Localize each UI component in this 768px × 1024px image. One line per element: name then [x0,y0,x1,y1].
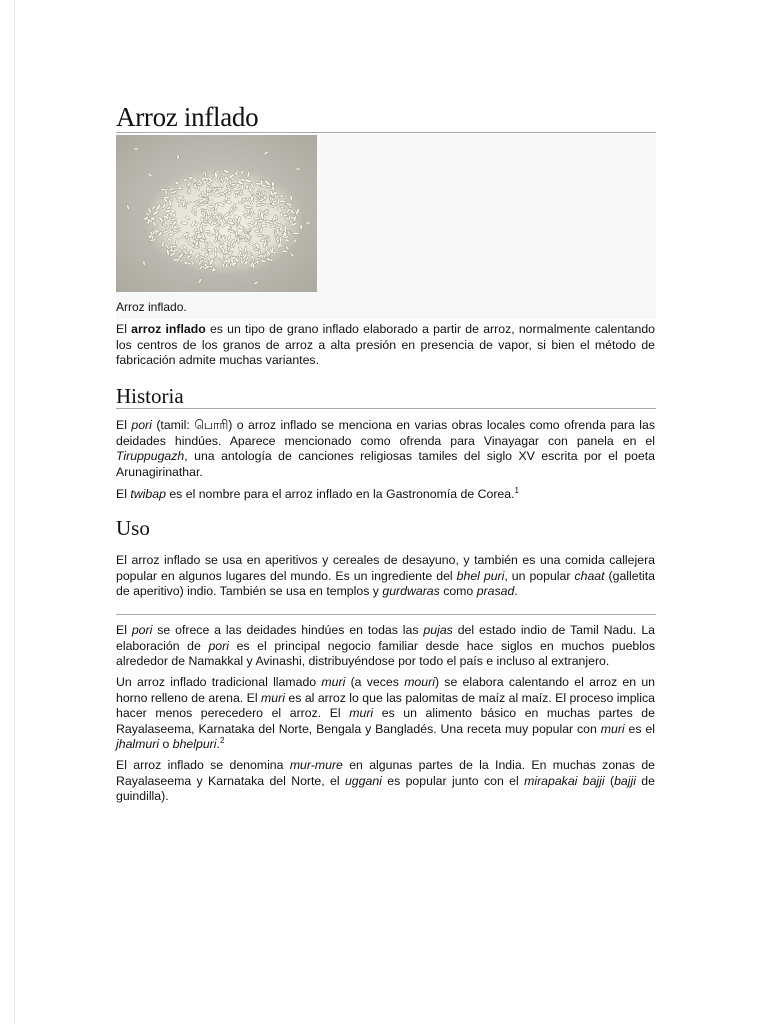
uso-paragraph-1: El arroz inflado se usa en aperitivos y cereales de desayuno, y también es una comida callejera popular en algunos lugares del mundo. Es un ingrediente del bhel puri, un popular chaat (galletita de aperitivo) indio. También se usa en templos y gurdwaras como prasad. [116,553,656,598]
historia-rule [116,408,656,409]
uso-rule [116,614,656,615]
page-edge [14,0,15,1024]
intro-paragraph: El arroz inflado es un tipo de grano inflado elaborado a partir de arroz, normalmente calentando los centros de los granos de arroz a alta presión en presencia de vapor, si bien el método de fabricación admite muchas variantes. [116,322,655,367]
section-heading-uso: Uso [116,516,150,540]
uso-paragraph-3: Un arroz inflado tradicional llamado muri (a veces mouri) se elabora calentando el arroz en un horno relleno de arena. El muri es al arroz lo que las palomitas de maíz al maíz. El proceso implica hacer menos perecedero el arroz. El muri es un alimento básico en muchas partes de Rayalaseema, Karnataka del Norte, Bengala y Bangladés. Una receta muy popular con muri es el jhalmuri o bhelpuri.$^2$ [116,675,655,751]
puffed-rice-image [116,135,317,292]
bold-term: arroz inflado [131,322,206,336]
footnote-ref-1[interactable]: 1 [514,485,519,495]
footnote-ref-2[interactable]: 2 [219,735,225,745]
page-title: Arroz inflado [116,102,259,132]
title-rule [116,132,656,133]
puffed-rice-photo [116,135,317,292]
historia-paragraph-2: El twibap es el nombre para el arroz inflado en la Gastronomía de Corea.$^1$ [116,485,519,501]
historia-paragraph-1: El pori (tamil: பொரி) o arroz inflado se menciona en varias obras locales como ofrenda para las deidades hindúes. Aparece mencionado como ofrenda para Vinayagar con panela en el Tiruppugazh, una antología de canciones religiosas tamiles del siglo XV escrita por el poeta Arunagirinathar. [116,418,655,479]
figure-caption: Arroz inflado. [116,300,187,314]
section-heading-historia: Historia [116,384,184,408]
uso-paragraph-4: El arroz inflado se denomina mur-mure en algunas partes de la India. En muchas zonas de Rayalaseema y Karnataka del Norte, el uggani es popular junto con el mirapakai bajji (bajji de guindilla). [116,758,655,803]
uso-paragraph-2: El pori se ofrece a las deidades hindúes en todas las pujas del estado indio de Tamil Nadu. La elaboración de pori es el principal negocio familiar desde hace siglos en muchos pueblos alrededor de Namakkal y Avinashi, distribuyéndose por todo el país e incluso al extranjero. [116,623,655,668]
